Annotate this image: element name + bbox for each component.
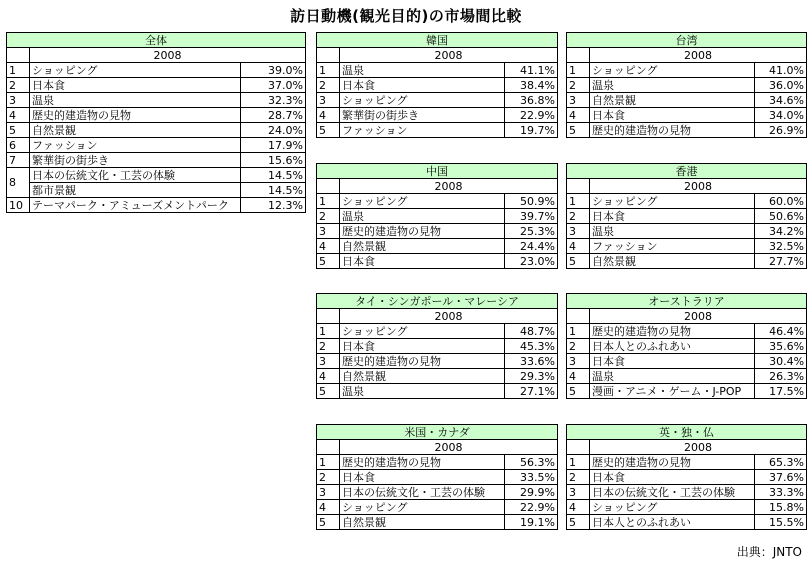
table-row: 1 温泉 41.1% bbox=[317, 63, 558, 78]
market-table-korea bbox=[316, 32, 558, 138]
table-row: 4 日本食 34.0% bbox=[567, 108, 807, 123]
market-name: オーストラリア bbox=[567, 294, 807, 309]
table-row: 3 ショッピング 36.8% bbox=[317, 93, 558, 108]
table-row: 1 ショッピング 60.0% bbox=[567, 194, 807, 209]
year-label: 2008 bbox=[590, 179, 807, 194]
table-row: 5 自然景観 24.0% bbox=[7, 123, 306, 138]
table-row: 5 日本食 23.0% bbox=[317, 254, 558, 269]
year-label: 2008 bbox=[590, 48, 807, 63]
table-row: 3 温泉 32.3% bbox=[7, 93, 306, 108]
market-name: 米国・カナダ bbox=[317, 425, 558, 440]
market-name: 全体 bbox=[7, 33, 306, 48]
market-table-usca bbox=[316, 424, 558, 530]
table-row: 2 日本食 45.3% bbox=[317, 339, 558, 354]
table-row: 2 日本食 38.4% bbox=[317, 78, 558, 93]
year-label: 2008 bbox=[30, 48, 306, 63]
table-row: 3 日本食 30.4% bbox=[567, 354, 807, 369]
market-table-hongkong bbox=[566, 163, 807, 269]
table-row: 5 ファッション 19.7% bbox=[317, 123, 558, 138]
market-table-zentai bbox=[6, 32, 306, 213]
table-row: 2 温泉 39.7% bbox=[317, 209, 558, 224]
table-row: 1 ショッピング 39.0% bbox=[7, 63, 306, 78]
table-row: 4 ショッピング 22.9% bbox=[317, 500, 558, 515]
market-name: タイ・シンガポール・マレーシア bbox=[317, 294, 558, 309]
table-row: 4 ショッピング 15.8% bbox=[567, 500, 807, 515]
market-name: 英・独・仏 bbox=[567, 425, 807, 440]
market-table-taiwan bbox=[566, 32, 807, 138]
table-row: 5 日本人とのふれあい 15.5% bbox=[567, 515, 807, 530]
year-label: 2008 bbox=[340, 179, 558, 194]
table-row: 1 歴史的建造物の見物 46.4% bbox=[567, 324, 807, 339]
table-row: 2 温泉 36.0% bbox=[567, 78, 807, 93]
year-label: 2008 bbox=[590, 309, 807, 324]
table-row: 7 繁華街の街歩き 15.6% bbox=[7, 153, 306, 168]
table-row: 10 テーマパーク・アミューズメントパーク 12.3% bbox=[7, 198, 306, 213]
table-row: 4 自然景観 24.4% bbox=[317, 239, 558, 254]
table-row: 3 温泉 34.2% bbox=[567, 224, 807, 239]
source-note: 出典：JNTO bbox=[736, 545, 802, 559]
year-label: 2008 bbox=[340, 440, 558, 455]
year-label: 2008 bbox=[590, 440, 807, 455]
page-title: 訪日動機(観光目的)の市場間比較 bbox=[290, 7, 522, 25]
table-row: 2 日本食 37.6% bbox=[567, 470, 807, 485]
table-row: 2 日本食 37.0% bbox=[7, 78, 306, 93]
table-row: 1 歴史的建造物の見物 65.3% bbox=[567, 455, 807, 470]
table-row: 5 自然景観 27.7% bbox=[567, 254, 807, 269]
table-row: 5 自然景観 19.1% bbox=[317, 515, 558, 530]
table-row: 1 ショッピング 41.0% bbox=[567, 63, 807, 78]
table-row: 3 日本の伝統文化・工芸の体験 33.3% bbox=[567, 485, 807, 500]
year-label: 2008 bbox=[340, 309, 558, 324]
table-row: 4 ファッション 32.5% bbox=[567, 239, 807, 254]
table-row: 3 歴史的建造物の見物 33.6% bbox=[317, 354, 558, 369]
table-row: 6 ファッション 17.9% bbox=[7, 138, 306, 153]
table-row: 5 温泉 27.1% bbox=[317, 384, 558, 399]
table-row: 1 ショッピング 48.7% bbox=[317, 324, 558, 339]
table-row: 2 日本食 50.6% bbox=[567, 209, 807, 224]
market-name: 香港 bbox=[567, 164, 807, 179]
market-table-europe bbox=[566, 424, 807, 530]
market-table-china bbox=[316, 163, 558, 269]
table-row: 都市景観 14.5% bbox=[7, 183, 306, 198]
year-label: 2008 bbox=[340, 48, 558, 63]
table-row: 1 歴史的建造物の見物 56.3% bbox=[317, 455, 558, 470]
table-row: 3 自然景観 34.6% bbox=[567, 93, 807, 108]
table-row: 4 自然景観 29.3% bbox=[317, 369, 558, 384]
market-name: 台湾 bbox=[567, 33, 807, 48]
table-row: 4 歴史的建造物の見物 28.7% bbox=[7, 108, 306, 123]
table-row: 2 日本食 33.5% bbox=[317, 470, 558, 485]
market-table-australia bbox=[566, 293, 807, 399]
table-row: 8 日本の伝統文化・工芸の体験 14.5% bbox=[7, 168, 306, 183]
table-row: 5 歴史的建造物の見物 26.9% bbox=[567, 123, 807, 138]
table-row: 1 ショッピング 50.9% bbox=[317, 194, 558, 209]
market-name: 中国 bbox=[317, 164, 558, 179]
table-row: 4 繁華街の街歩き 22.9% bbox=[317, 108, 558, 123]
table-row: 4 温泉 26.3% bbox=[567, 369, 807, 384]
market-table-sea bbox=[316, 293, 558, 399]
table-row: 3 歴史的建造物の見物 25.3% bbox=[317, 224, 558, 239]
table-row: 5 漫画・アニメ・ゲーム・J-POP 17.5% bbox=[567, 384, 807, 399]
market-name: 韓国 bbox=[317, 33, 558, 48]
table-row: 3 日本の伝統文化・工芸の体験 29.9% bbox=[317, 485, 558, 500]
table-row: 2 日本人とのふれあい 35.6% bbox=[567, 339, 807, 354]
